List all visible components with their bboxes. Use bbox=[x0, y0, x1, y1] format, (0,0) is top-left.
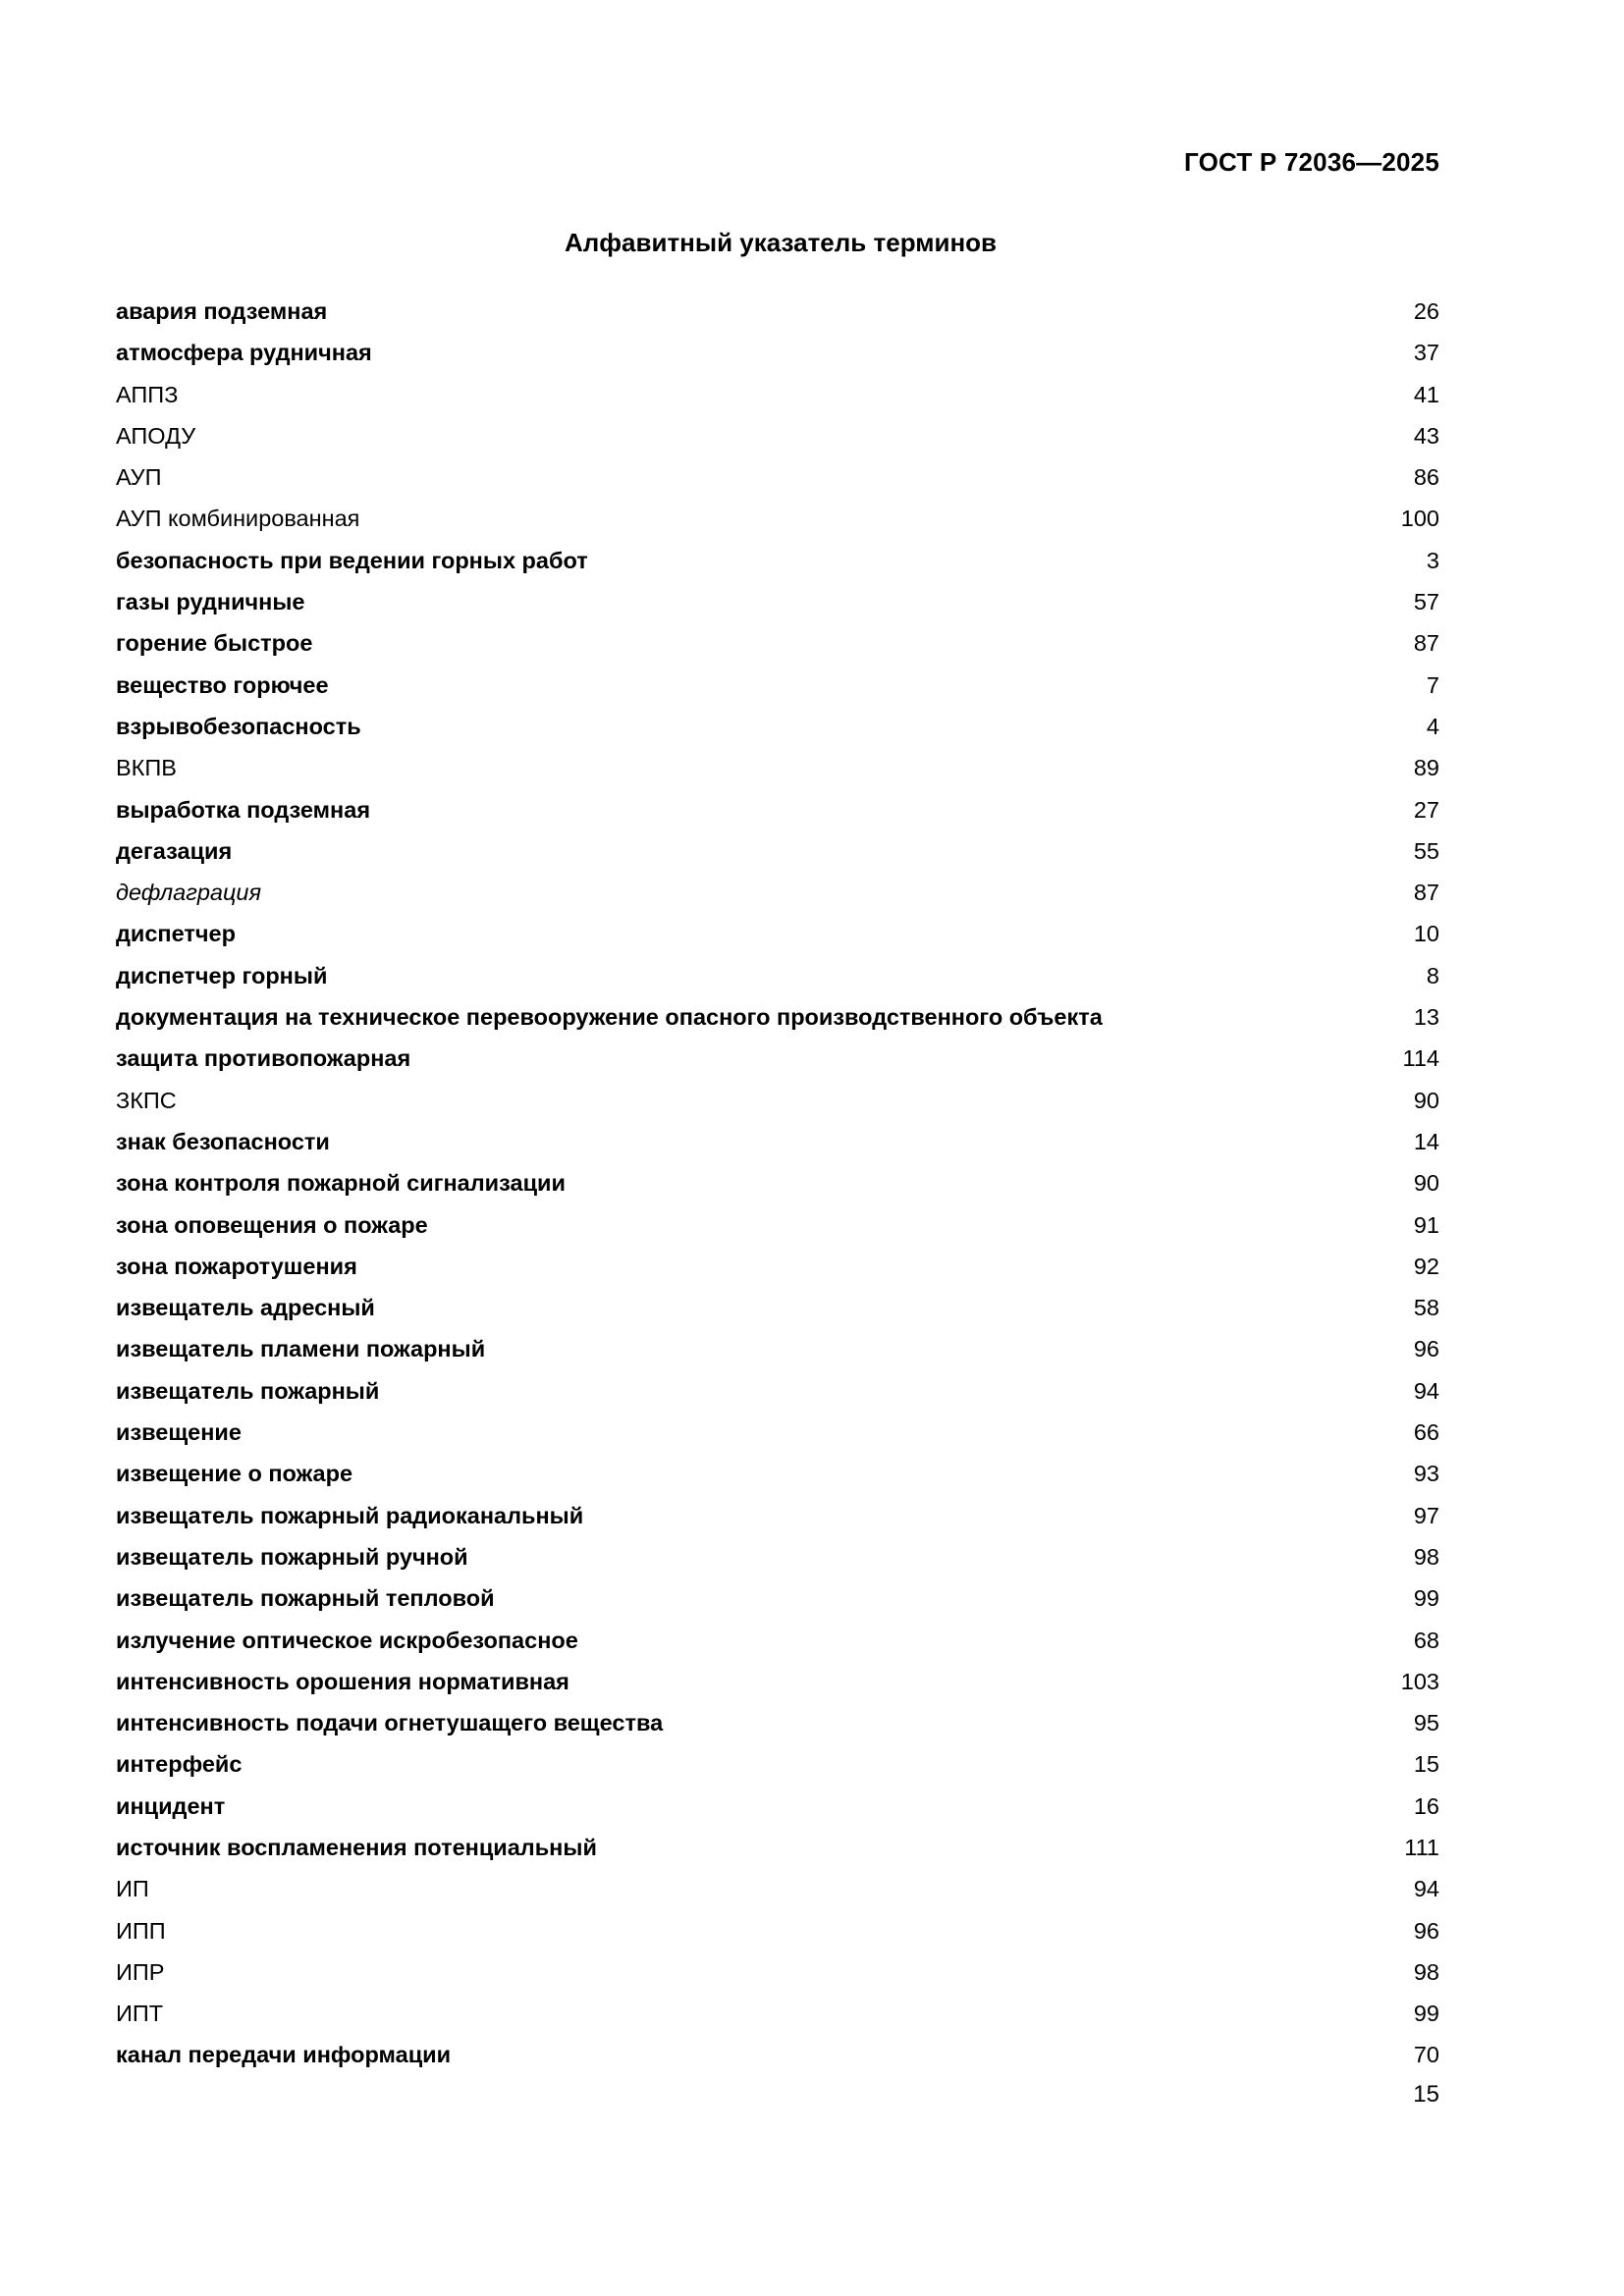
index-term: безопасность при ведении горных работ bbox=[116, 547, 588, 573]
index-term: выработка подземная bbox=[116, 796, 371, 823]
index-term-number: 90 bbox=[1413, 1170, 1439, 1197]
index-entry bbox=[116, 1868, 1439, 1909]
index-term: ВКПВ bbox=[116, 755, 177, 781]
index-term-number: 99 bbox=[1413, 1585, 1439, 1612]
index-term: зона оповещения о пожаре bbox=[116, 1211, 428, 1238]
index-term: извещатель пожарный bbox=[116, 1377, 380, 1404]
index-term: ИПП bbox=[116, 1917, 166, 1944]
index-term: извещение о пожаре bbox=[116, 1461, 353, 1487]
index-term-number: 68 bbox=[1413, 1627, 1439, 1653]
index-term-number: 13 bbox=[1413, 1004, 1439, 1031]
index-entry bbox=[116, 1661, 1439, 1702]
index-term-number: 8 bbox=[1426, 962, 1439, 988]
index-term-number: 16 bbox=[1413, 1792, 1439, 1819]
index-entry bbox=[116, 1080, 1439, 1121]
index-entry bbox=[116, 332, 1439, 373]
index-term-number: 103 bbox=[1400, 1668, 1439, 1694]
index-entry bbox=[116, 1453, 1439, 1494]
index-entry bbox=[116, 581, 1439, 622]
index-entry bbox=[116, 996, 1439, 1038]
index-term: зона контроля пожарной сигнализации bbox=[116, 1170, 566, 1197]
index-term-number: 66 bbox=[1413, 1419, 1439, 1446]
index-term: извещатель адресный bbox=[116, 1295, 375, 1321]
index-entry bbox=[116, 1827, 1439, 1868]
index-term-number: 87 bbox=[1413, 880, 1439, 906]
index-entry bbox=[116, 955, 1439, 996]
index-term-number: 92 bbox=[1413, 1253, 1439, 1279]
index-entry bbox=[116, 1287, 1439, 1328]
index-term-number: 87 bbox=[1413, 630, 1439, 657]
index-term: АППЗ bbox=[116, 381, 179, 407]
index-term: вещество горючее bbox=[116, 671, 329, 698]
index-term-number: 90 bbox=[1413, 1087, 1439, 1113]
index-entry bbox=[116, 498, 1439, 539]
index-entry bbox=[116, 706, 1439, 747]
index-term-number: 7 bbox=[1426, 671, 1439, 698]
index-term: дегазация bbox=[116, 837, 233, 864]
index-term: АПОДУ bbox=[116, 422, 196, 449]
index-term-number: 94 bbox=[1413, 1876, 1439, 1902]
index-term-number: 70 bbox=[1413, 2042, 1439, 2068]
index-term: дефлаграция bbox=[116, 880, 262, 906]
index-entry bbox=[116, 1370, 1439, 1412]
term-index-list bbox=[116, 291, 1439, 2076]
index-term: ИП bbox=[116, 1876, 149, 1902]
index-term: интенсивность орошения нормативная bbox=[116, 1668, 569, 1694]
index-entry bbox=[116, 622, 1439, 664]
index-entry bbox=[116, 872, 1439, 913]
index-term-number: 41 bbox=[1413, 381, 1439, 407]
index-term: взрывобезопасность bbox=[116, 713, 361, 739]
index-term: АУП комбинированная bbox=[116, 506, 360, 532]
index-term-number: 95 bbox=[1413, 1710, 1439, 1736]
index-entry bbox=[116, 1786, 1439, 1827]
index-title: Алфавитный указатель терминов bbox=[564, 228, 998, 257]
index-term: канал передачи информации bbox=[116, 2042, 452, 2068]
index-entry bbox=[116, 291, 1439, 332]
index-entry bbox=[116, 374, 1439, 415]
index-term-number: 89 bbox=[1413, 755, 1439, 781]
index-term-number: 37 bbox=[1413, 340, 1439, 366]
index-entry bbox=[116, 830, 1439, 872]
index-term: газы рудничные bbox=[116, 589, 305, 615]
index-term-number: 14 bbox=[1413, 1128, 1439, 1154]
index-term: инцидент bbox=[116, 1792, 226, 1819]
index-entry bbox=[116, 1121, 1439, 1162]
index-term: авария подземная bbox=[116, 298, 328, 324]
index-term-number: 55 bbox=[1413, 837, 1439, 864]
index-term: защита противопожарная bbox=[116, 1045, 411, 1072]
index-term: извещатель пламени пожарный bbox=[116, 1336, 486, 1362]
index-entry bbox=[116, 1536, 1439, 1577]
index-entry bbox=[116, 2034, 1439, 2075]
index-term: интерфейс bbox=[116, 1751, 243, 1778]
index-term-number: 15 bbox=[1413, 1751, 1439, 1778]
index-term-number: 114 bbox=[1402, 1045, 1439, 1072]
page-number: 15 bbox=[1413, 2081, 1439, 2108]
index-entry bbox=[116, 1951, 1439, 1993]
index-entry bbox=[116, 789, 1439, 830]
index-entry bbox=[116, 1577, 1439, 1619]
index-term-number: 4 bbox=[1426, 713, 1439, 739]
index-term-number: 96 bbox=[1413, 1336, 1439, 1362]
index-entry bbox=[116, 540, 1439, 581]
index-entry bbox=[116, 1993, 1439, 2034]
index-term-number: 111 bbox=[1404, 1834, 1439, 1860]
index-term-number: 57 bbox=[1413, 589, 1439, 615]
index-entry bbox=[116, 913, 1439, 954]
index-term-number: 98 bbox=[1413, 1543, 1439, 1570]
document-code: ГОСТ Р 72036—2025 bbox=[1184, 147, 1439, 177]
index-entry bbox=[116, 1702, 1439, 1743]
index-term-number: 58 bbox=[1413, 1295, 1439, 1321]
index-entry bbox=[116, 747, 1439, 788]
index-term: извещатель пожарный ручной bbox=[116, 1543, 468, 1570]
index-term: извещатель пожарный радиоканальный bbox=[116, 1502, 584, 1528]
index-term: ЗКПС bbox=[116, 1087, 177, 1113]
index-term-number: 10 bbox=[1413, 921, 1439, 947]
index-term: документация на техническое перевооружение опасного производственного объекта bbox=[116, 1004, 1103, 1031]
index-term-number: 91 bbox=[1413, 1211, 1439, 1238]
index-entry bbox=[116, 415, 1439, 456]
index-term-number: 94 bbox=[1413, 1377, 1439, 1404]
index-term: интенсивность подачи огнетушащего вещества bbox=[116, 1710, 664, 1736]
index-term: диспетчер горный bbox=[116, 962, 328, 988]
index-term: знак безопасности bbox=[116, 1128, 330, 1154]
index-entry bbox=[116, 665, 1439, 706]
index-term: извещатель пожарный тепловой bbox=[116, 1585, 495, 1612]
index-term: источник воспламенения потенциальный bbox=[116, 1834, 597, 1860]
index-entry bbox=[116, 1910, 1439, 1951]
index-entry bbox=[116, 1743, 1439, 1785]
index-term: АУП bbox=[116, 464, 162, 491]
index-entry bbox=[116, 456, 1439, 498]
index-term: зона пожаротушения bbox=[116, 1253, 357, 1279]
index-term-number: 93 bbox=[1413, 1461, 1439, 1487]
index-entry bbox=[116, 1162, 1439, 1203]
index-entry bbox=[116, 1328, 1439, 1369]
index-entry bbox=[116, 1246, 1439, 1287]
index-term-number: 3 bbox=[1426, 547, 1439, 573]
index-term: извещение bbox=[116, 1419, 242, 1446]
index-term-number: 26 bbox=[1413, 298, 1439, 324]
index-term: излучение оптическое искробезопасное bbox=[116, 1627, 578, 1653]
index-term-number: 27 bbox=[1413, 796, 1439, 823]
index-entry bbox=[116, 1620, 1439, 1661]
index-entry bbox=[116, 1204, 1439, 1246]
index-term: ИПР bbox=[116, 1958, 165, 1985]
index-term-number: 86 bbox=[1413, 464, 1439, 491]
index-term-number: 99 bbox=[1413, 2001, 1439, 2027]
index-term: ИПТ bbox=[116, 2001, 164, 2027]
index-entry bbox=[116, 1038, 1439, 1079]
index-term-number: 96 bbox=[1413, 1917, 1439, 1944]
index-term-number: 98 bbox=[1413, 1958, 1439, 1985]
index-term-number: 43 bbox=[1413, 422, 1439, 449]
index-term: атмосфера рудничная bbox=[116, 340, 372, 366]
index-entry bbox=[116, 1412, 1439, 1453]
index-term-number: 97 bbox=[1413, 1502, 1439, 1528]
index-term: горение быстрое bbox=[116, 630, 313, 657]
index-term: диспетчер bbox=[116, 921, 236, 947]
index-term-number: 100 bbox=[1400, 506, 1439, 532]
index-entry bbox=[116, 1495, 1439, 1536]
